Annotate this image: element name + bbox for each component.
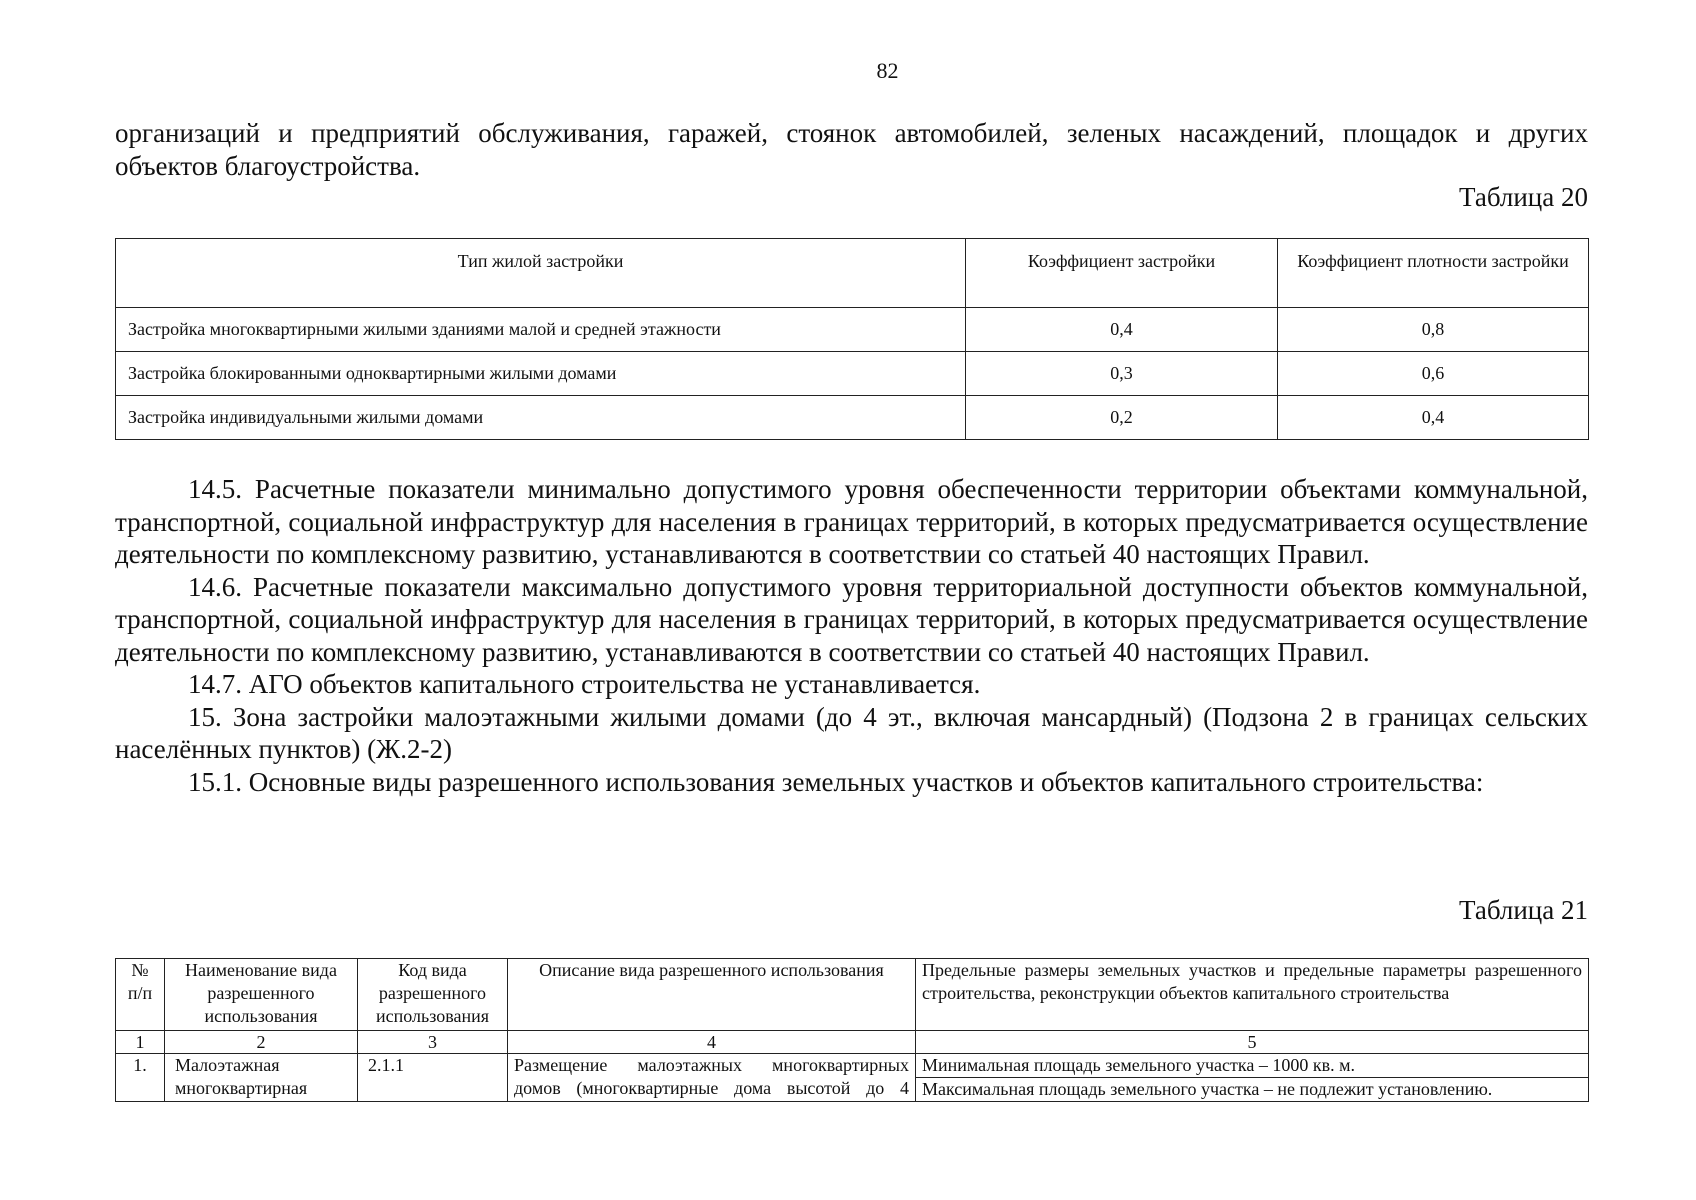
- table21-header-limits: Предельные размеры земельных участков и предельные параметры разрешенного строительства, реконструкции объектов капитального строительства: [916, 959, 1589, 1031]
- table21-cell-limit-1: Минимальная площадь земельного участка – 1000 кв. м.: [916, 1054, 1589, 1078]
- paragraph-14-7: 14.7. АГО объектов капитального строительства не устанавливается.: [188, 669, 981, 699]
- paragraph-14-6: 14.6. Расчетные показатели максимально допустимого уровня территориальной доступности объектов коммунальной, транспортной, социальной инфраструктур для населения в границах территорий, в которых предусматривается осуществление деятельности по комплексному развитию, устанавливаются в соответствии со статьей 40 настоящих Правил.: [115, 571, 1588, 667]
- intro-line-2: объектов благоустройства.: [115, 150, 421, 181]
- table20-caption-wrap: [115, 182, 1588, 213]
- table21-colnum-5: 5: [916, 1031, 1589, 1054]
- table21-cell-code: 2.1.1: [358, 1054, 508, 1102]
- table21-header-name: Наименование вида разрешенного использования: [165, 959, 358, 1031]
- paragraph-15: 15. Зона застройки малоэтажными жилыми домами (до 4 эт., включая мансардный) (Подзона 2 в границах сельских населённых пунктов) (Ж.2-2): [115, 701, 1588, 764]
- table21-colnum-3: 3: [358, 1031, 508, 1054]
- table20-cell-coef-build: 0,3: [966, 352, 1278, 396]
- intro-paragraph: [115, 117, 1588, 182]
- paragraph-15-1: 15.1. Основные виды разрешенного использования земельных участков и объектов капитального строительства:: [188, 766, 1484, 797]
- paragraph-14-5: 14.5. Расчетные показатели минимально допустимого уровня обеспеченности территории объектами коммунальной, транспортной, социальной инфраструктур для населения в границах территорий, в которых предусматривается осуществление деятельности по комплексному развитию, устанавливаются в соответствии со статьей 40 настоящих Правил.: [115, 474, 1588, 569]
- body-paragraphs: [115, 473, 1588, 798]
- table20-caption: Таблица 20: [1459, 182, 1588, 212]
- table21-header-code: Код вида разрешенного использования: [358, 959, 508, 1031]
- table20-cell-coef-build: 0,4: [966, 308, 1278, 352]
- table20-header-row: [116, 239, 1589, 308]
- table20: [115, 238, 1588, 440]
- table20-header-coef-density: Коэффициент плотности застройки: [1278, 239, 1589, 308]
- table20-header-coef-build: Коэффициент застройки: [966, 239, 1278, 308]
- page-number: 82: [876, 58, 899, 83]
- table21-header-num: № п/п: [116, 959, 165, 1031]
- table21-caption: Таблица 21: [1459, 895, 1588, 925]
- table20-cell-coef-density: 0,4: [1278, 396, 1589, 440]
- table21-cell-description: Размещение малоэтажных многоквартирных домов (многоквартирные дома высотой до 4: [508, 1054, 916, 1102]
- table-row: [116, 308, 1589, 352]
- table21-header-description: Описание вида разрешенного использования: [508, 959, 916, 1031]
- table-row: [116, 352, 1589, 396]
- table21-colnum-1: 1: [116, 1031, 165, 1054]
- table21-colnum-4: 4: [508, 1031, 916, 1054]
- table20-cell-coef-density: 0,8: [1278, 308, 1589, 352]
- table21-cell-limit-2: Максимальная площадь земельного участка – не подлежит установлению.: [916, 1078, 1589, 1102]
- table21-column-number-row: [116, 1031, 1589, 1054]
- table20-cell-type: Застройка блокированными одноквартирными жилыми домами: [116, 352, 966, 396]
- table21: [115, 958, 1588, 1102]
- intro-line-1: организаций и предприятий обслуживания, гаражей, стоянок автомобилей, зеленых насаждений, площадок и других: [115, 118, 1588, 148]
- table20-cell-type: Застройка многоквартирными жилыми зданиями малой и средней этажности: [116, 308, 966, 352]
- table21-caption-wrap: [115, 895, 1588, 926]
- table20-cell-coef-density: 0,6: [1278, 352, 1589, 396]
- table21-colnum-2: 2: [165, 1031, 358, 1054]
- table20-cell-type: Застройка индивидуальными жилыми домами: [116, 396, 966, 440]
- table-row: [116, 396, 1589, 440]
- table21-cell-num: 1.: [116, 1054, 165, 1102]
- table-row: [116, 1054, 1589, 1078]
- table21-header-row: [116, 959, 1589, 1031]
- table20-header-type: Тип жилой застройки: [116, 239, 966, 308]
- table21-cell-name: Малоэтажная многоквартирная: [165, 1054, 358, 1102]
- table20-cell-coef-build: 0,2: [966, 396, 1278, 440]
